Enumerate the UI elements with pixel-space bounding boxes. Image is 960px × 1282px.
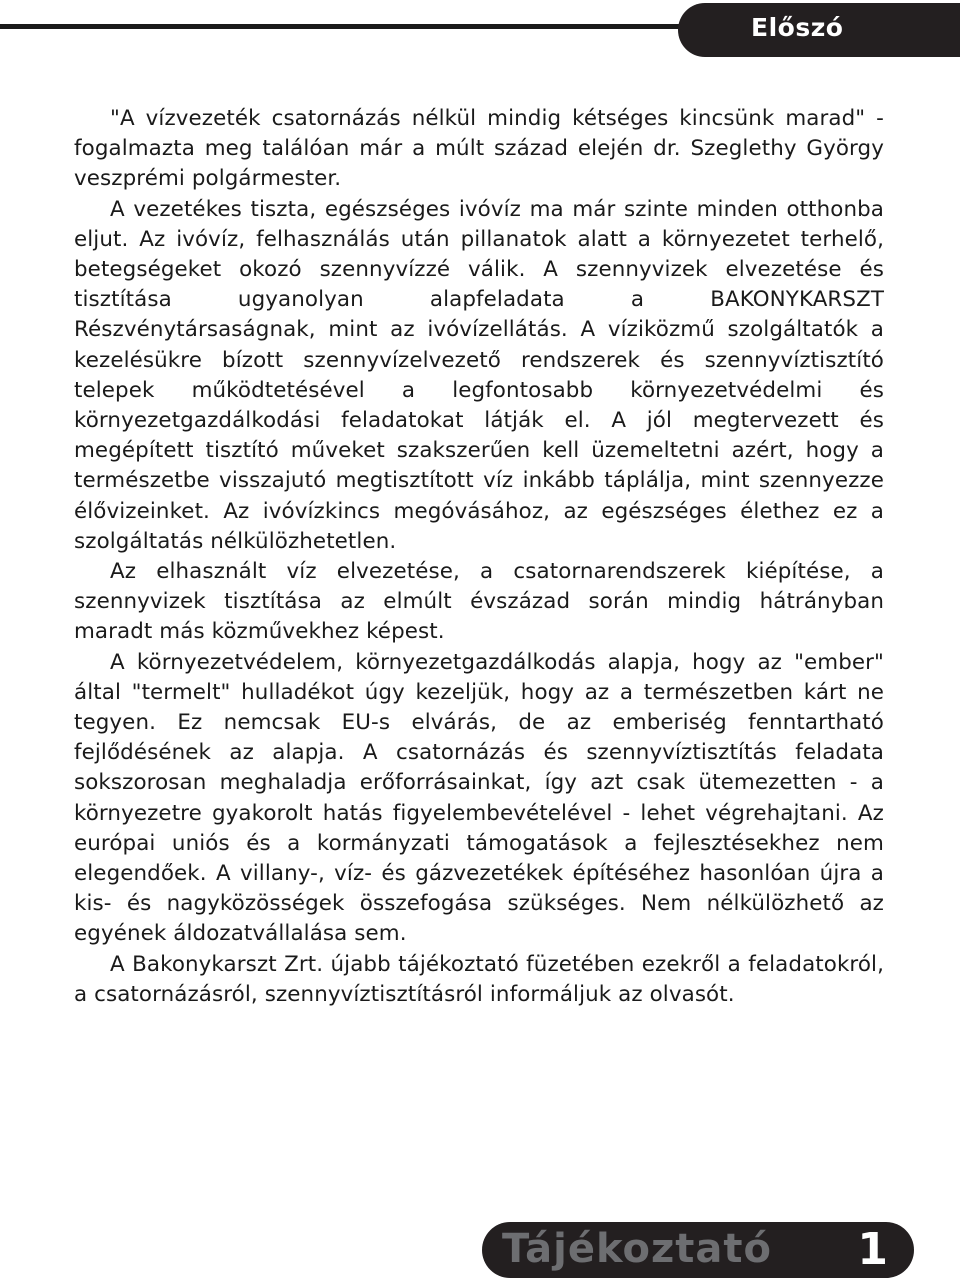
body-text <box>74 104 884 1010</box>
paragraph: A Bakonykarszt Zrt. újabb tájékoztató füzetében ezekről a feladatokról, a csatornázásról, szennyvíztisztításról informáljuk az olvasót. <box>74 951 884 1007</box>
footer-title: Tájékoztató <box>502 1226 772 1272</box>
section-title: Előszó <box>751 13 844 42</box>
footer-bar <box>482 1222 914 1278</box>
paragraph: A vezetékes tiszta, egészséges ivóvíz ma már szinte minden otthonba eljut. Az ivóvíz, felhasználás után pillanatok alatt a környezetet terhelő, betegségeket okozó szennyvízzé válik. A szennyvizek elvezetése és tisztítása ugyanolyan alapfeladata a BAKONYKARSZT Részvénytársaságnak, mint az ivóvízellátás. A víziközmű szolgáltatók a kezelésükre bízott szennyvízelvezető rendszerek és szennyvíztisztító telepek működtetésével a legfontosabb környezetvédelmi és környezetgazdálkodási feladatokat látják el. A jól megtervezett és megépített tisztító műveket szakszerűen kell üzemeltetni azért, hogy a természetbe visszajutó megtisztított víz inkább táplálja, mint szennyezze élővizeinket. Az ivóvízkincs megóvásához, az egészséges élethez ez a szolgáltatás nélkülözhetetlen. <box>74 196 884 554</box>
header-rule <box>0 24 700 29</box>
paragraph: "A vízvezeték csatornázás nélkül mindig kétséges kincsünk marad" - fogalmazta meg találóan már a múlt század elején dr. Szeglethy György veszprémi polgármester. <box>74 106 884 192</box>
page-number: 1 <box>857 1224 888 1275</box>
paragraph: A környezetvédelem, környezetgazdálkodás alapja, hogy az "ember" által "termelt" hulladékot úgy kezeljük, hogy az a természetben kárt ne tegyen. Ez nemcsak EU-s elvárás, de az emberiség fenntartható fejlődésének az alapja. A csatornázás és szennyvíztisztítás feladata sokszorosan meghaladja erőforrásainkat, így azt csak ütemezetten - a környezetre gyakorolt hatás figyelembevételével - lehet végrehajtani. Az európai uniós és a kormányzati támogatások a fejlesztésekhez nem elegendőek. A villany-, víz- és gázvezetékek építéséhez hasonlóan újra a kis- és nagyközösségek összefogása szükséges. Nem nélkülözhető az egyének áldozatvállalása sem. <box>74 649 884 947</box>
section-header-tab <box>678 3 960 57</box>
paragraph: Az elhasznált víz elvezetése, a csatornarendszerek kiépítése, a szennyvizek tisztítása az elmúlt évszázad során mindig hátrányban maradt más közművekhez képest. <box>74 559 884 645</box>
